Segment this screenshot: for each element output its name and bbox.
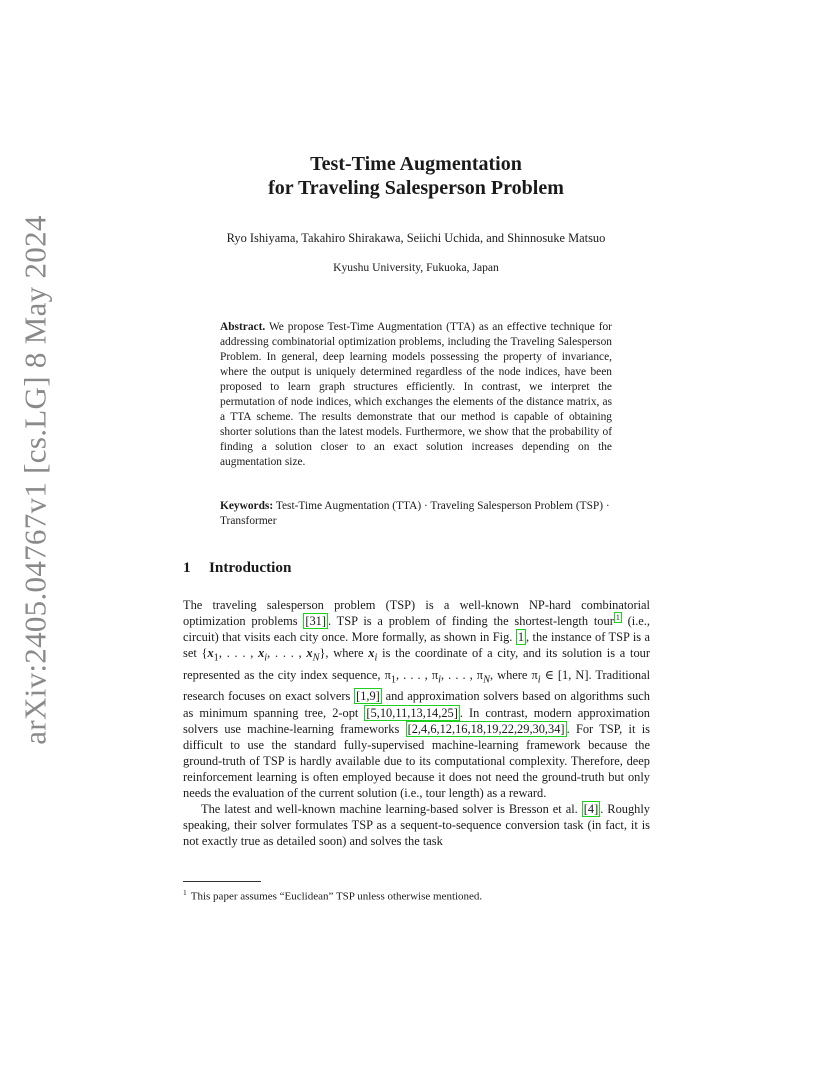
keywords-label: Keywords: <box>220 500 274 512</box>
citation-link[interactable]: [2,4,6,12,16,18,19,22,29,30,34] <box>407 721 565 736</box>
abstract <box>220 320 612 470</box>
footnote <box>183 886 650 904</box>
section-heading-introduction <box>183 559 291 577</box>
figure-link[interactable]: 1 <box>517 630 525 645</box>
footnote-text: This paper assumes “Euclidean” TSP unless otherwise mentioned. <box>190 890 483 903</box>
arxiv-identifier-stamp <box>16 215 56 745</box>
citation-link[interactable]: [31] <box>305 614 326 629</box>
arxiv-identifier-text: arXiv:2405.04767v1 [cs.LG] 8 May 2024 <box>18 215 54 745</box>
abstract-text: We propose Test-Time Augmentation (TTA) as an effective technique for addressing combinatorial optimization problems, including the Traveling Salesperson Problem. In general, deep learning models possessing the property of invariance, where the output is uniquely determined regardless of the node indices, have been proposed to learn graph structures efficiently. In contrast, we interpret the permutation of node indices, which exchanges the elements of the distance matrix, as a TTA scheme. The results demonstrate that our method is capable of obtaining shorter solutions than the latest models. Furthermore, we show that the probability of finding a solution closer to an exact solution increases depending on the augmentation size. <box>220 321 612 468</box>
paper-title-line-2: for Traveling Salesperson Problem <box>268 177 564 199</box>
paragraph-1: The traveling salesperson problem (TSP) is a well-known NP-hard combinatorial optimization problems [31] . TSP is a problem of finding the shortest-length tour $^1$ (i.e., circuit) that visits each city once. More formally, as shown in Fig. 1 , the instance of TSP is a set {$x_1$, . . . , $x_i$, . . . , $x_N$}, where $x_i$ is the coordinate of a city, and its solution is a tour represented as the city index sequence, $\pi_1$, . . . , $\pi_i$, . . . , $\pi_N$, where $\pi_i$ ∈ [1, N]. Traditional research focuses on exact solvers [1,9] and approximation solvers based on algorithms such as minimum spanning tree, 2-opt [5,10,11,13,14,25] . In contrast, modern approximation solvers use machine-learning frameworks [2,4,6,12,16,18,19,22,29,30,34] . For TSP, it is difficult to use the standard fully-supervised machine-learning framework because the ground-truth of TSP is hardly available due to its computational complexity. Therefore, deep reinforcement learning is often employed because it does not need the ground-truth but only needs the evaluation of the current solution (i.e., tour length) as a reward. <box>183 598 651 800</box>
citation-link[interactable]: [4] <box>583 802 599 817</box>
citation-link[interactable]: [5,10,11,13,14,25] <box>366 705 458 720</box>
citation-link[interactable]: [1,9] <box>356 689 380 704</box>
paper-title <box>160 152 672 200</box>
section-number: 1 <box>183 559 191 576</box>
paragraph-2: The latest and well-known machine learning-based solver is Bresson et al. [4] . Roughly speaking, their solver formulates TSP as a sequent-to-sequence conversion task (in fact, it is not exactly true as detailed soon) and solves the task <box>183 802 650 849</box>
footnote-rule <box>183 881 261 882</box>
keywords-text: Test-Time Augmentation (TTA) · Traveling Salesperson Problem (TSP) · Transformer <box>220 500 610 527</box>
keywords <box>220 499 612 529</box>
abstract-label: Abstract. <box>220 321 266 333</box>
paper-title-line-1: Test-Time Augmentation <box>310 153 522 175</box>
footnote-mark: 1 <box>183 888 187 897</box>
author-list: Ryo Ishiyama, Takahiro Shirakawa, Seiichi Uchida, and Shinnosuke Matsuo <box>226 231 606 245</box>
section-title: Introduction <box>209 559 292 576</box>
footnote-link[interactable]: 1 <box>615 612 620 622</box>
affiliation: Kyushu University, Fukuoka, Japan <box>333 261 499 274</box>
introduction-body <box>183 597 650 849</box>
